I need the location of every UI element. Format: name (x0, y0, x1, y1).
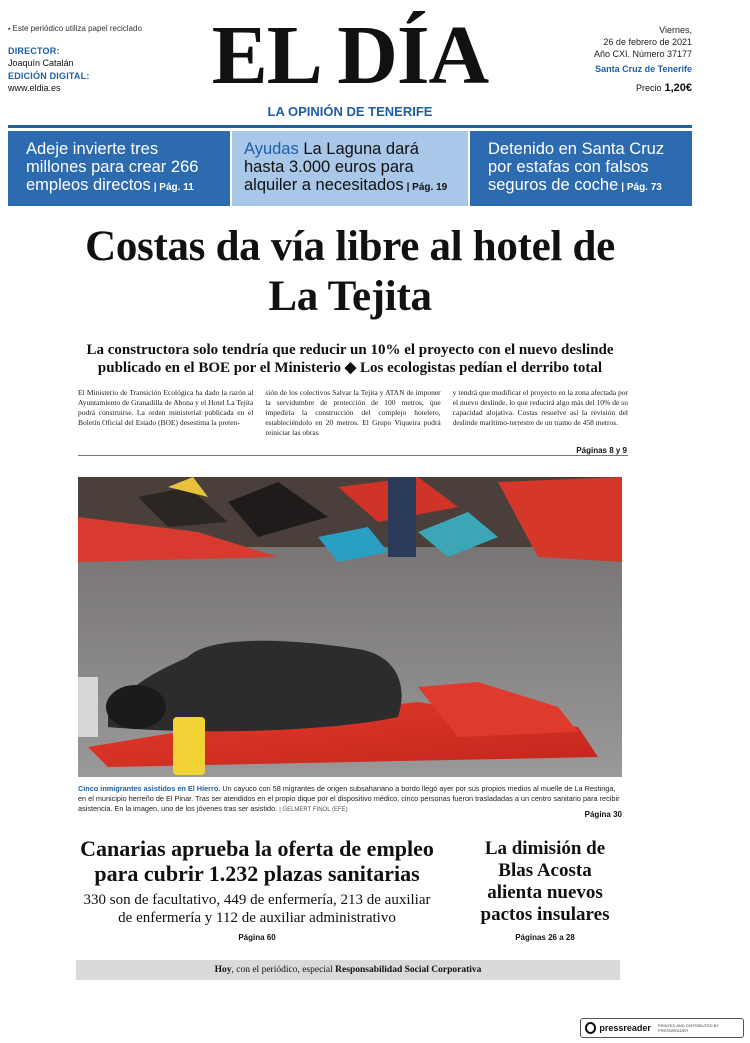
lead-subhead: La constructora solo tendría que reducir un 10% el proyecto con el nuevo deslinde publicado en el BOE por el Ministerio ◆ Los ecologistas pedían el derribo total (86, 342, 614, 376)
teaser-page-ref: | Pág. 19 (406, 182, 448, 193)
city: Santa Cruz de Tenerife (595, 64, 692, 74)
edicion-url[interactable]: www.eldia.es (8, 83, 61, 93)
special-title: Responsabilidad Social Corporativa (335, 965, 482, 975)
newspaper-logo: EL DÍA (211, 9, 489, 102)
date: 26 de febrero de 2021 (603, 37, 692, 47)
edicion-label: EDICIÓN DIGITAL: (8, 71, 90, 81)
issue-number: Año CXI. Número 37177 (593, 49, 692, 59)
tagline: LA OPINIÓN DE TENERIFE (267, 104, 433, 119)
teaser-text: Adeje invierte tres millones para crear 266 empleos directos (26, 140, 199, 194)
lead-column-1: El Ministerio de Transición Ecológica ha dado la razón al Ayuntamiento de Granadilla de Abona y el Hotel La Tejita podrá construirse. La orden ministerial publicada en el Boletín Oficial del Estado (BOE) desestima la preten- (78, 388, 254, 427)
pressreader-brand: pressreader (599, 1023, 651, 1033)
recycled-note: ▪ Este periódico utiliza papel reciclado (8, 24, 142, 33)
pressreader-fine-print: PRINTED AND DISTRIBUTED BY PRESSREADER (657, 1023, 719, 1033)
weekday: Viernes, (659, 25, 692, 35)
photo-pages: Página 30 (584, 810, 622, 819)
special-prefix: Hoy (214, 965, 232, 975)
story2-headline: Canarias aprueba la oferta de empleo para cubrir 1.232 plazas sanitarias (80, 836, 434, 886)
lead-column-3: y tendrá que modificar el proyecto en la zona afectada por el nuevo deslinde, lo que reducirá algo más del 10% de su capacidad alojativa. Costas resuelve así la revisión del deslinde marítimo-terrestre de un tramo de 458 metros. (452, 388, 628, 427)
lead-pages: Páginas 8 y 9 (576, 446, 627, 455)
date-block (594, 24, 692, 60)
teaser-highlight: Ayudas (244, 140, 299, 158)
photo-credit: | GELMERT FINOL (EFE) (279, 807, 348, 813)
story2-subhead: 330 son de facultativo, 449 de enfermería, 213 de auxiliar de enfermería y 112 de auxiliar administrativo (83, 892, 431, 926)
caption-text: Un cayuco con 58 migrantes de origen subsahariano a bordo llegó ayer por sus propios medios al muelle de La Restinga, en el municipio herreño de El Pinar. Tras ser atendidos en el propio dique por el dispositivo médico, cinco personas fueron trasladadas a un centro sanitario para recibir asistencia. En la imagen, uno de los jóvenes tras ser asistido. (78, 784, 620, 813)
photo-caption (78, 784, 622, 815)
director-label: DIRECTOR: (8, 46, 60, 56)
main-photo (78, 477, 622, 777)
price-value: 1,20€ (664, 82, 692, 94)
pressreader-icon (585, 1022, 596, 1034)
lead-body (78, 388, 628, 438)
story3-pages: Páginas 26 a 28 (515, 933, 575, 942)
caption-title: Cinco inmigrantes asistidos en El Hierro. (78, 784, 221, 793)
teaser-la-laguna[interactable] (232, 131, 468, 206)
teaser-adeje[interactable] (8, 131, 230, 206)
lead-column-2: sión de los colectivos Salvar la Tejita y ATAN de imponer la servidumbre de protección de 100 metros, que impediría la construcción del complejo hotelero, estableciéndolo en 20 metros. El Grupo Viqueira podrá reiniciar las obras (265, 388, 441, 437)
price-label: Precio (635, 83, 662, 93)
teaser-text: Detenido en Santa Cruz por estafas con falsos seguros de coche (488, 140, 665, 194)
teaser-page-ref: | Pág. 11 (153, 182, 194, 193)
story3-headline: La dimisión de Blas Acosta alienta nuevos pactos insulares (480, 838, 610, 925)
pressreader-badge[interactable] (580, 1018, 744, 1038)
story2-pages: Página 60 (238, 933, 276, 942)
teaser-text: La Laguna dará hasta 3.000 euros para alquiler a necesitados (244, 140, 419, 194)
lead-headline: Costas da vía libre al hotel de La Tejita (85, 223, 615, 320)
special-middle: , con el periódico, especial (231, 965, 336, 975)
special-supplement-bar (76, 960, 620, 980)
price (636, 82, 692, 94)
lead-rule (78, 455, 628, 456)
teaser-santa-cruz[interactable] (470, 131, 692, 206)
director-name: Joaquín Catalán (8, 58, 74, 68)
teaser-page-ref: | Pág. 73 (621, 182, 662, 193)
masthead-rule (8, 125, 692, 128)
